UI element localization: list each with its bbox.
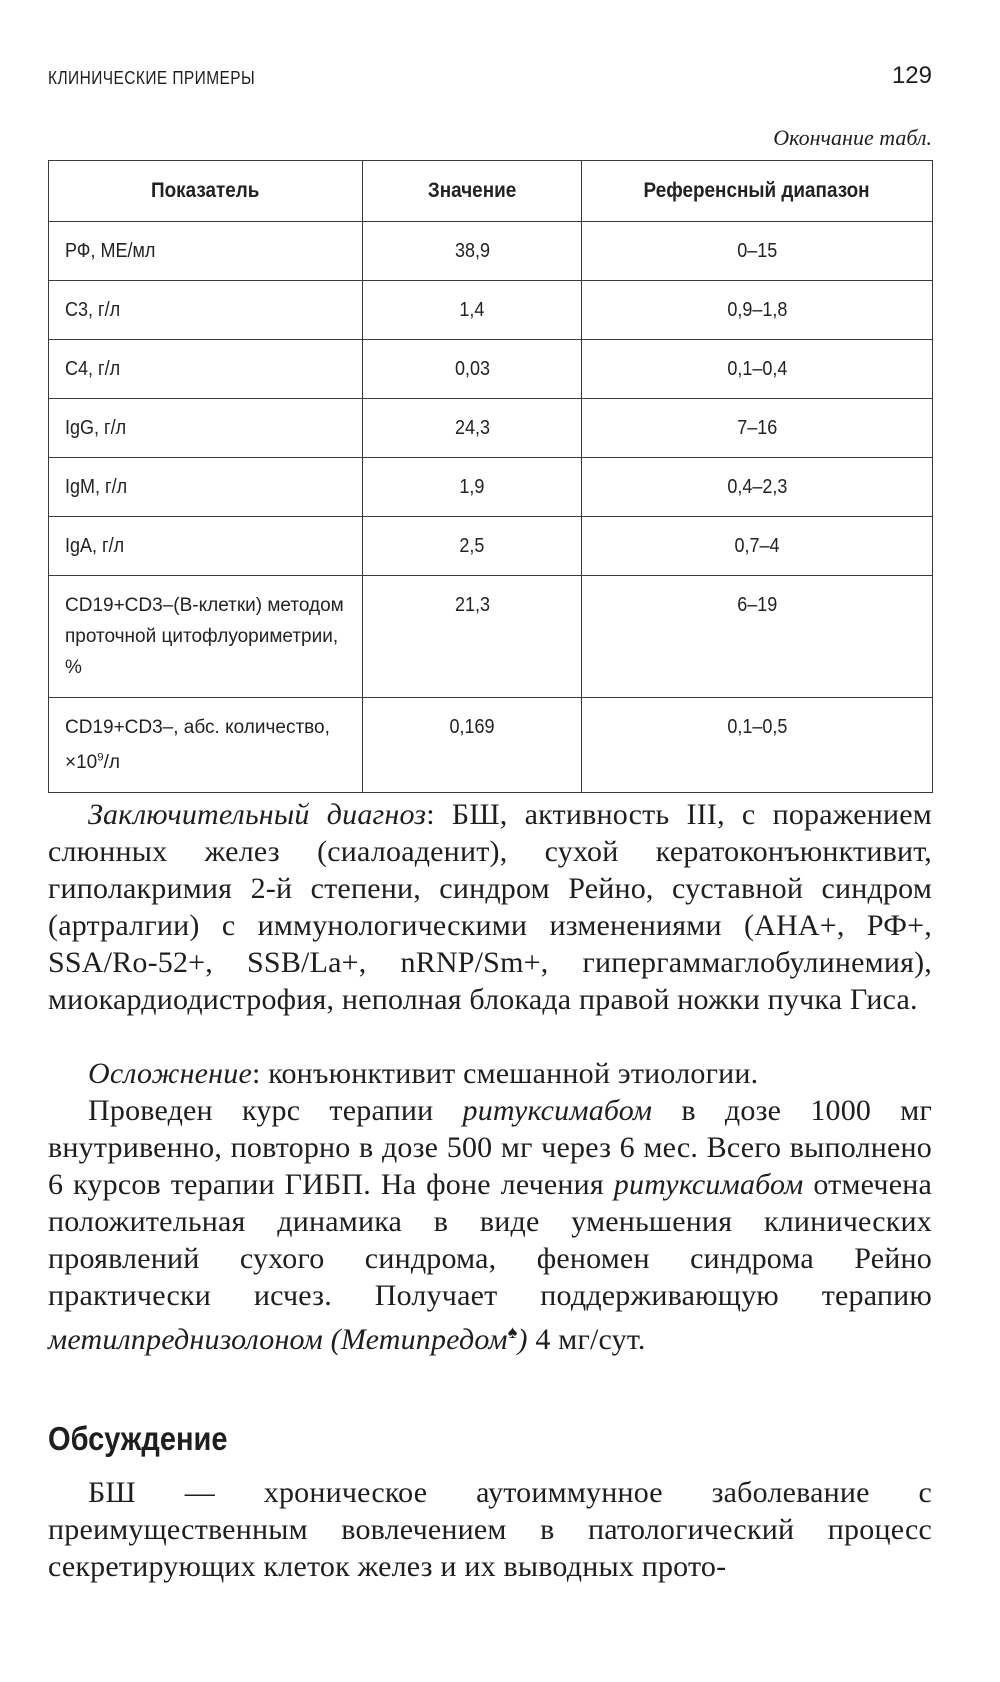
final-diagnosis-paragraph bbox=[48, 796, 932, 1018]
cell-value: 24,3 bbox=[363, 399, 582, 458]
diagnosis-label: Заключительный диагноз bbox=[88, 798, 427, 831]
table-row bbox=[49, 222, 933, 281]
cell-range: 6–19 bbox=[582, 576, 933, 698]
discussion-paragraph: БШ — хроническое аутоиммунное заболевание с преимущественным вовлечением в патологический процесс секретирующих клеток желез и их выводных прото- bbox=[48, 1476, 932, 1583]
table-row bbox=[49, 399, 933, 458]
page-number: 129 bbox=[891, 62, 932, 89]
column-header-indicator: Показатель bbox=[49, 161, 363, 222]
cell-indicator: CD19+CD3–, абс. количество, $\times 10^9/л$ bbox=[49, 698, 363, 793]
drug-name: ритуксимабом bbox=[462, 1094, 653, 1127]
complication-label: Осложнение bbox=[88, 1057, 252, 1090]
column-header-reference-range: Референсный диапазон bbox=[582, 161, 933, 222]
cell-value: 0,03 bbox=[363, 340, 582, 399]
cell-value: 1,4 bbox=[363, 281, 582, 340]
cell-indicator: CD19+CD3–(B-клетки) методом проточной цитофлуориметрии, % bbox=[49, 576, 363, 698]
cell-range: 7–16 bbox=[582, 399, 933, 458]
table-row bbox=[49, 576, 933, 698]
cell-range: 0,1–0,5 bbox=[582, 698, 933, 793]
lab-results-table bbox=[48, 160, 933, 793]
cell-value: 1,9 bbox=[363, 458, 582, 517]
column-header-value: Значение bbox=[363, 161, 582, 222]
diagnosis-text: : БШ, активность III, с поражением слюнных желез (сиалоаденит), сухой кератоконъюнктивит, гиполакримия 2-й степени, синдром Рейно, суставной синдром (артралгии) с иммунологическими изменениями (АНА+, РФ+, SSA/Ro-52+, SSB/La+, nRNP/Sm+, гипергаммаглобулинемия), миокардиодистрофия, неполная блокада правой ножки пучка Гиса. bbox=[48, 798, 932, 1016]
cell-indicator: IgM, г/л bbox=[49, 458, 363, 517]
cell-range: 0,1–0,4 bbox=[582, 340, 933, 399]
table-row bbox=[49, 458, 933, 517]
cell-value: 38,9 bbox=[363, 222, 582, 281]
table-row bbox=[49, 517, 933, 576]
complication-paragraph bbox=[48, 1055, 932, 1092]
cell-indicator: IgG, г/л bbox=[49, 399, 363, 458]
cell-value: 0,169 bbox=[363, 698, 582, 793]
drug-name: ритуксимабом bbox=[613, 1168, 804, 1201]
cell-indicator: IgA, г/л bbox=[49, 517, 363, 576]
section-heading: Обсуждение bbox=[48, 1420, 228, 1457]
cell-value: 21,3 bbox=[363, 576, 582, 698]
drug-name: метилпреднизолоном (Метипредом♠) bbox=[48, 1322, 528, 1356]
cell-indicator: C4, г/л bbox=[49, 340, 363, 399]
cell-value: 2,5 bbox=[363, 517, 582, 576]
cell-range: 0–15 bbox=[582, 222, 933, 281]
complication-text: : конъюнктивит смешанной этиологии. bbox=[251, 1057, 759, 1090]
cell-indicator: РФ, МЕ/мл bbox=[49, 222, 363, 281]
table-caption: Окончание табл. bbox=[773, 125, 932, 150]
table-row bbox=[49, 340, 933, 399]
running-title: КЛИНИЧЕСКИЕ ПРИМЕРЫ bbox=[48, 68, 256, 88]
cell-range: 0,7–4 bbox=[582, 517, 933, 576]
trademark-mark-icon: ♠ bbox=[507, 1322, 518, 1342]
cell-range: 0,4–2,3 bbox=[582, 458, 933, 517]
table-header-row bbox=[49, 161, 933, 222]
table-row bbox=[49, 281, 933, 340]
running-head bbox=[48, 62, 932, 92]
therapy-paragraph: Проведен курс терапии ритуксимабом в дозе 1000 мг внутривенно, повторно в дозе 500 мг через 6 мес. Всего выполнено 6 курсов терапии ГИБП. На фоне лечения ритуксимабом отмечена положительная динамика в виде уменьшения клинических проявлений сухого синдрома, феномен синдрома Рейно практически исчез. Получает поддерживающую терапию метилпреднизолоном (Метипредом♠) 4 мг/сут. bbox=[48, 1094, 932, 1356]
table-row bbox=[49, 698, 933, 793]
cell-indicator: C3, г/л bbox=[49, 281, 363, 340]
cell-range: 0,9–1,8 bbox=[582, 281, 933, 340]
